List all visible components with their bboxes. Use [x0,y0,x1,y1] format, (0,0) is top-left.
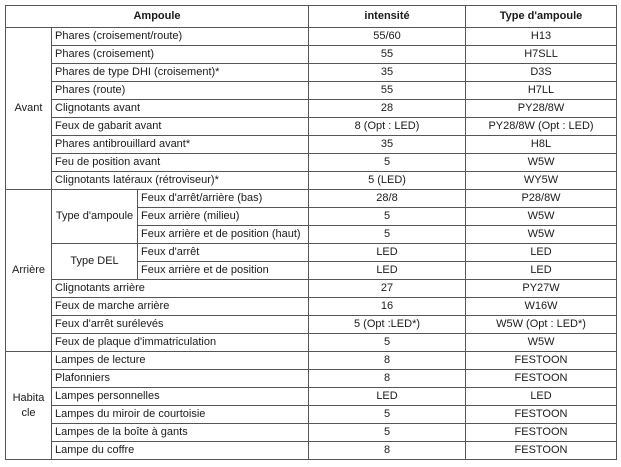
bulb-name: Lampes du miroir de courtoisie [52,406,309,424]
bulb-type: W5W [466,334,617,352]
bulb-name: Phares (croisement) [52,46,309,64]
bulb-intensity: 28 [309,100,466,118]
bulb-intensity: 5 [309,208,466,226]
bulb-name: Feux arrière et de position [138,262,309,280]
bulb-intensity: 16 [309,298,466,316]
table-row [6,316,617,334]
bulb-name: Clignotants arrière [52,280,309,298]
bulb-type: WY5W [466,172,617,190]
header-row [6,6,617,28]
bulb-type: LED [466,244,617,262]
table-row [6,406,617,424]
bulb-type: LED [466,262,617,280]
bulb-name: Feux arrière (milieu) [138,208,309,226]
bulb-intensity: 5 [309,226,466,244]
table-row [6,442,617,460]
table-row [6,172,617,190]
bulb-name: Feux de marche arrière [52,298,309,316]
bulb-type: LED [466,388,617,406]
bulb-name: Lampes de la boîte à gants [52,424,309,442]
bulb-intensity: 35 [309,136,466,154]
table-row [6,100,617,118]
bulb-name: Clignotants avant [52,100,309,118]
bulb-type: FESTOON [466,442,617,460]
bulb-type: FESTOON [466,370,617,388]
bulb-type: H8L [466,136,617,154]
table-row [6,388,617,406]
bulb-name: Phares de type DHI (croisement)* [52,64,309,82]
bulb-intensity: 8 [309,352,466,370]
bulb-intensity: 5 [309,424,466,442]
bulb-table [5,5,617,460]
header-intensite: intensité [309,6,466,28]
table-row [6,46,617,64]
table-row [6,244,617,262]
bulb-name: Lampes de lecture [52,352,309,370]
bulb-intensity: 55 [309,82,466,100]
table-row [6,280,617,298]
bulb-name: Feux d'arrêt/arrière (bas) [138,190,309,208]
bulb-type: FESTOON [466,424,617,442]
bulb-intensity: LED [309,244,466,262]
table-row [6,334,617,352]
bulb-intensity: 8 [309,442,466,460]
bulb-type: W16W [466,298,617,316]
bulb-intensity: 8 (Opt : LED) [309,118,466,136]
table-row [6,370,617,388]
table-row [6,298,617,316]
bulb-type: H13 [466,28,617,46]
table-row [6,82,617,100]
bulb-intensity: 5 (Opt :LED*) [309,316,466,334]
bulb-name: Feux d'arrêt [138,244,309,262]
table-row [6,136,617,154]
bulb-type: FESTOON [466,406,617,424]
bulb-type: PY28/8W (Opt : LED) [466,118,617,136]
bulb-intensity: LED [309,262,466,280]
table-row [6,28,617,46]
group-habitacle: Habita cle [6,352,52,460]
header-ampoule: Ampoule [6,6,309,28]
bulb-name: Feux de plaque d'immatriculation [52,334,309,352]
bulb-intensity: 55/60 [309,28,466,46]
bulb-intensity: 5 (LED) [309,172,466,190]
bulb-name: Clignotants latéraux (rétroviseur)* [52,172,309,190]
bulb-name: Feu de position avant [52,154,309,172]
bulb-name: Phares (route) [52,82,309,100]
bulb-name: Lampes personnelles [52,388,309,406]
bulb-type: W5W [466,154,617,172]
bulb-name: Lampe du coffre [52,442,309,460]
table-row [6,352,617,370]
bulb-type: W5W (Opt : LED*) [466,316,617,334]
bulb-name: Phares (croisement/route) [52,28,309,46]
bulb-type: W5W [466,226,617,244]
bulb-intensity: 5 [309,406,466,424]
bulb-name: Phares antibrouillard avant* [52,136,309,154]
table-row [6,190,617,208]
bulb-type: D3S [466,64,617,82]
bulb-intensity: 27 [309,280,466,298]
bulb-type: W5W [466,208,617,226]
bulb-intensity: 5 [309,334,466,352]
table-row [6,64,617,82]
table-row [6,118,617,136]
group-arriere: Arrière [6,190,52,352]
bulb-intensity: 5 [309,154,466,172]
subgroup-type-del: Type DEL [52,244,138,280]
bulb-type: H7SLL [466,46,617,64]
header-type: Type d'ampoule [466,6,617,28]
bulb-name: Feux arrière et de position (haut) [138,226,309,244]
bulb-name: Plafonniers [52,370,309,388]
bulb-intensity: 55 [309,46,466,64]
bulb-intensity: 35 [309,64,466,82]
bulb-type: PY28/8W [466,100,617,118]
bulb-type: P28/8W [466,190,617,208]
bulb-intensity: 28/8 [309,190,466,208]
subgroup-type-ampoule: Type d'ampoule [52,190,138,244]
table-row [6,424,617,442]
bulb-intensity: 8 [309,370,466,388]
group-avant: Avant [6,28,52,190]
bulb-type: FESTOON [466,352,617,370]
bulb-name: Feux d'arrêt surélevés [52,316,309,334]
table-row [6,154,617,172]
bulb-name: Feux de gabarit avant [52,118,309,136]
bulb-type: H7LL [466,82,617,100]
bulb-type: PY27W [466,280,617,298]
bulb-intensity: LED [309,388,466,406]
